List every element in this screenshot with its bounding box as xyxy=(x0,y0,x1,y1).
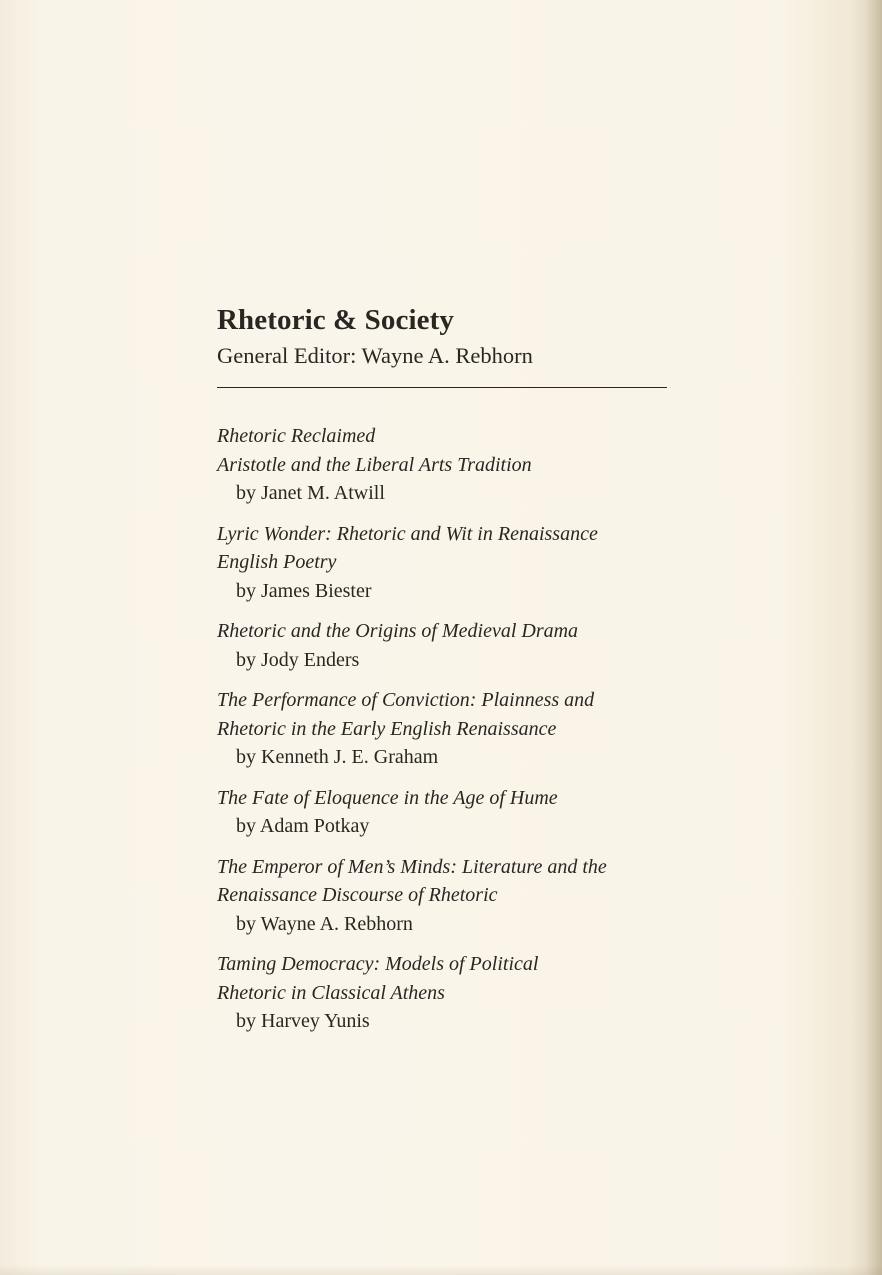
book-author: by Wayne A. Rebhorn xyxy=(236,912,413,935)
page-bottom-shadow xyxy=(0,1265,882,1275)
book-author: by Janet M. Atwill xyxy=(236,482,385,504)
book-author: by Jody Enders xyxy=(236,648,360,671)
series-title: Rhetoric & Society xyxy=(217,304,454,336)
series-header xyxy=(217,302,677,371)
book-title-line: Lyric Wonder: Rhetoric and Wit in Renaissance xyxy=(217,522,598,545)
book-entry xyxy=(217,853,687,939)
book-title-line: Renaissance Discourse of Rhetoric xyxy=(217,884,498,906)
book-title-line: Rhetoric and the Origins of Medieval Drama xyxy=(217,620,579,642)
book-title-line: Aristotle and the Liberal Arts Tradition xyxy=(217,453,532,476)
book-title-line: Rhetoric in Classical Athens xyxy=(217,981,445,1004)
book-list xyxy=(217,422,687,1048)
book-author: by James Biester xyxy=(236,579,372,602)
book-author: by Harvey Yunis xyxy=(236,1010,370,1032)
series-editor: General Editor: Wayne A. Rebhorn xyxy=(217,343,533,368)
page-edge-shadow xyxy=(866,0,882,1275)
book-title-line: Rhetoric in the Early English Renaissance xyxy=(217,717,557,740)
book-title-line: The Performance of Conviction: Plainness and xyxy=(217,689,595,711)
book-title-line: English Poetry xyxy=(217,551,337,573)
book-author: by Adam Potkay xyxy=(236,815,370,837)
book-entry xyxy=(217,422,687,508)
book-author: by Kenneth J. E. Graham xyxy=(236,746,439,768)
book-title-line: Rhetoric Reclaimed xyxy=(217,425,376,447)
book-entry xyxy=(217,617,687,674)
book-entry xyxy=(217,784,687,841)
book-title-line: The Fate of Eloquence in the Age of Hume xyxy=(217,786,558,809)
divider-rule xyxy=(217,387,667,388)
book-entry xyxy=(217,520,687,606)
book-entry xyxy=(217,950,687,1036)
book-title-line: Taming Democracy: Models of Political xyxy=(217,953,539,975)
book-entry xyxy=(217,686,687,772)
book-title-line: The Emperor of Men’s Minds: Literature and the xyxy=(217,855,607,878)
